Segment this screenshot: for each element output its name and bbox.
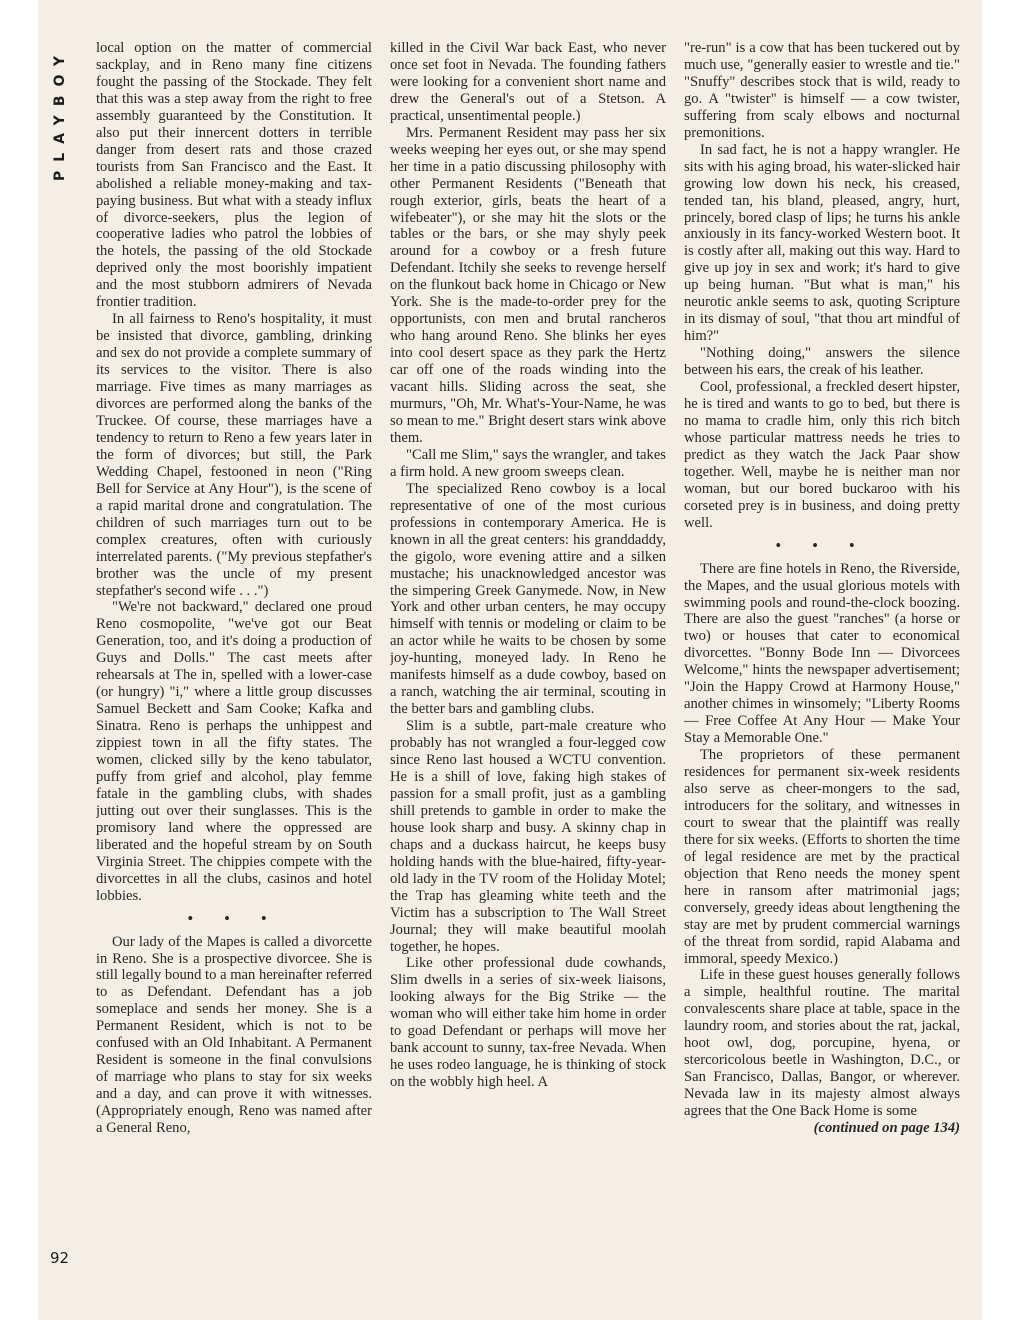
paragraph: The specialized Reno cowboy is a local representative of one of the most curious professions in contemporary America. He is known in all the great centers: his granddaddy, the gigolo, wore evening attire and a silken mustache; his unacknowledged ancestor was the simpering Greek Ganymede. Now, in New York and other urban centers, he may occupy himself with tennis or modeling or claim to be an actor while he waits to be chosen by some joy-hunting, moneyed lady. In Reno he manifests himself as a dude cowboy, based on a ranch, watching the air terminal, scouting in the better bars and gambling clubs. <box>390 480 666 718</box>
paragraph: Life in these guest houses generally follows a simple, healthful routine. The marital convalescents share place at table, space in the laundry room, and stories about the rat, jackal, hoot owl, dog, porcupine, hyena, or stercoricolous beetle in Washington, D.C., or San Francisco, Dallas, Bangor, or wherever. Nevada law in its majesty almost always agrees that the One Back Home is some <box>684 967 960 1120</box>
paragraph: The proprietors of these permanent residences for permanent six-week residents also serve as cheer-mongers to the sad, introducers for the solitary, and witnesses in court to swear that the plaintiff was really there for six weeks. (Efforts to shorten the time of legal residence are met by the practical objection that Reno needs the money spent here in ransom after matrimonial jags; conversely, greedy ideas about lengthening the stay are met by prudent commercial warnings of the threat from sordid, rapid Alabama and immoral, speedy Mexico.) <box>684 747 960 967</box>
section-break: • • • <box>187 910 281 927</box>
paragraph: Mrs. Permanent Resident may pass her six weeks weeping her eyes out, or she may spend her time in a patio discussing philosophy with other Permanent Residents ("Beneath that rough exterior, girls, beats the heart of a wifebeater"), or she may hit the slots or the tables or the bars, or she may shyly peek around for a cowboy or a fresh future Defendant. Itchily she seeks to revenge herself on the flunkout back home in Chicago or New York. She is the made-to-order prey for the opportunists, con men and brutal rancheros who hang around Reno. She blinks her eyes into cool desert space as they park the Hertz car off one of the roads winding into the vacant hills. Sliding across the seat, she murmurs, "Oh, Mr. What's-Your-Name, he was so mean to me." Bright desert stars wink above them. <box>390 124 666 446</box>
paragraph: "Nothing doing," answers the silence between his ears, the creak of his leather. <box>684 345 960 379</box>
paragraph: Like other professional dude cowhands, Slim dwells in a series of six-week liaisons, looking always for the Big Strike — the woman who will either take him home in order to goad Defendant or perhaps will move her bank account to sunny, tax-free Nevada. When he uses rodeo language, he is thinking of stock on the wobbly high heel. A <box>390 955 666 1091</box>
continued-note: (continued on page 134) <box>813 1120 960 1137</box>
paragraph: There are fine hotels in Reno, the Riverside, the Mapes, and the usual glorious motels with swimming pools and round-the-clock boozing. There are also the guest "ranches" (a horse or two) or houses that cater to economical divorcettes. "Bonny Bode Inn — Divorcees Welcome," hints the newspaper advertisement; "Join the Happy Crowd at Harmony House," another chimes in winsomely; "Liberty Rooms — Free Coffee At Any Hour — Make Your Stay a Memorable One." <box>684 560 960 747</box>
article-column-2 <box>390 40 666 1276</box>
paragraph: local option on the matter of commercial sackplay, and in Reno many fine citizens fought the passing of the Stockade. They felt that this was a step away from the right to free assembly guaranteed by the Constitution. It also put their innercent dotters in terrible danger from desert rats and those crazed tourists from San Francisco and the East. It abolished a reliable money-making and tax-paying business. But what with a steady influx of divorce-seekers, plus the legion of cooperative ladies who patrol the lobbies of the hotels, the passing of the old Stockade deprived only the most boorishly impatient and the most stubborn admirers of Nevada frontier tradition. <box>96 40 372 311</box>
paragraph: killed in the Civil War back East, who never once set foot in Nevada. The founding fathers were looking for a convenient short name and drew the General's out of a Stetson. A practical, unsentimental people.) <box>390 40 666 124</box>
article-column-1 <box>96 40 372 1276</box>
paragraph: Slim is a subtle, part-male creature who probably has not wrangled a four-legged cow since Reno last housed a WCTU convention. He is a shill of love, faking high stakes of passion for a small profit, just as a gambling shill pretends to gamble in order to make the house look sharp and busy. A skinny chap in chaps and a duckass haircut, he keeps busy holding hands with the blue-haired, fifty-year-old lady in the TV room of the Holiday Motel; the Trap has gleaming white teeth and the Victim has a subscription to The Wall Street Journal; they will make beautiful moolah together, he hopes. <box>390 718 666 955</box>
magazine-name: PLAYBOY <box>52 46 68 182</box>
paragraph: In sad fact, he is not a happy wrangler. He sits with his aging broad, his water-slicked hair growing low down his neck, his creased, tended tan, his bland, pleased, angry, hurt, princely, bored clasp of lips; he turns his ankle anxiously in its fancy-worked Western boot. It is costly after all, making out this way. Hard to give up joy in sex and work; it's hard to give up being human. "But what is man," his neurotic ankle seems to ask, quoting Scripture in its dismay of soul, "that thou art mindful of him?" <box>684 141 960 345</box>
paragraph: Our lady of the Mapes is called a divorcette in Reno. She is a prospective divorcee. She is still legally bound to a man hereinafter referred to as Defendant. Defendant has a job someplace and sends her money. She is a Permanent Resident, which is not to be confused with an Old Inhabitant. A Permanent Resident is someone in the final convulsions of marriage who plans to stay for six weeks and a day, and can prove it with witnesses. (Appropriately enough, Reno was named after a General Reno, <box>96 933 372 1137</box>
paragraph: "We're not backward," declared one proud Reno cosmopolite, "we've got our Beat Generation, too, and it's doing a production of Guys and Dolls." The cast meets after rehearsals at The in, spelled with a lower-case (or hungry) "i," where a little group discusses Samuel Beckett and Sam Cooke; Kafka and Sinatra. Reno is perhaps the unhippest and zippiest town in all the fifty states. The women, clicked silly by the keno tabulator, puffy from grief and alcohol, play femme fatale in the gambling clubs, with shades jutting out over their sunglasses. This is the promisory land where the oppressed are liberated and the hopeful stream by on South Virginia Street. The chippies compete with the divorcettes in all the clubs, casinos and hotel lobbies. <box>96 599 372 904</box>
article-column-3 <box>684 40 960 1276</box>
paragraph: In all fairness to Reno's hospitality, it must be insisted that divorce, gambling, drinking and sex do not provide a complete summary of its services to the visitor. There is also marriage. Five times as many marriages as divorces are performed along the banks of the Truckee. Of course, these marriages have a tendency to return to Reno a few years later in the form of divorces; but still, the Park Wedding Chapel, festooned in neon ("Ring Bell for Service at Any Hour"), is the scene of a rapid marital drone and congratulation. The children of such marriages turn out to be complex creatures, often with curiously interrelated parents. ("My previous stepfather's brother was the uncle of my present stepfather's second wife . . .") <box>96 311 372 599</box>
section-break: • • • <box>775 537 869 554</box>
page-number: 92 <box>50 1249 70 1267</box>
paragraph: Cool, professional, a freckled desert hipster, he is tired and wants to go to bed, but there is no mama to cradle him, only this rich bitch whose particular mattress needs he tries to predict as they watch the Jack Paar show together. Well, maybe he is neither man nor woman, but our bored buckaroo with his corseted prey is in business, and doing pretty well. <box>684 379 960 531</box>
paragraph: "Call me Slim," says the wrangler, and takes a firm hold. A new groom sweeps clean. <box>390 446 666 480</box>
paragraph: "re-run" is a cow that has been tuckered out by much use, "generally easier to wrestle and tie." "Snuffy" describes stock that is wild, ready to go. A "twister" is himself — a cow twister, suffering from scaly elbows and nocturnal premonitions. <box>684 40 960 141</box>
